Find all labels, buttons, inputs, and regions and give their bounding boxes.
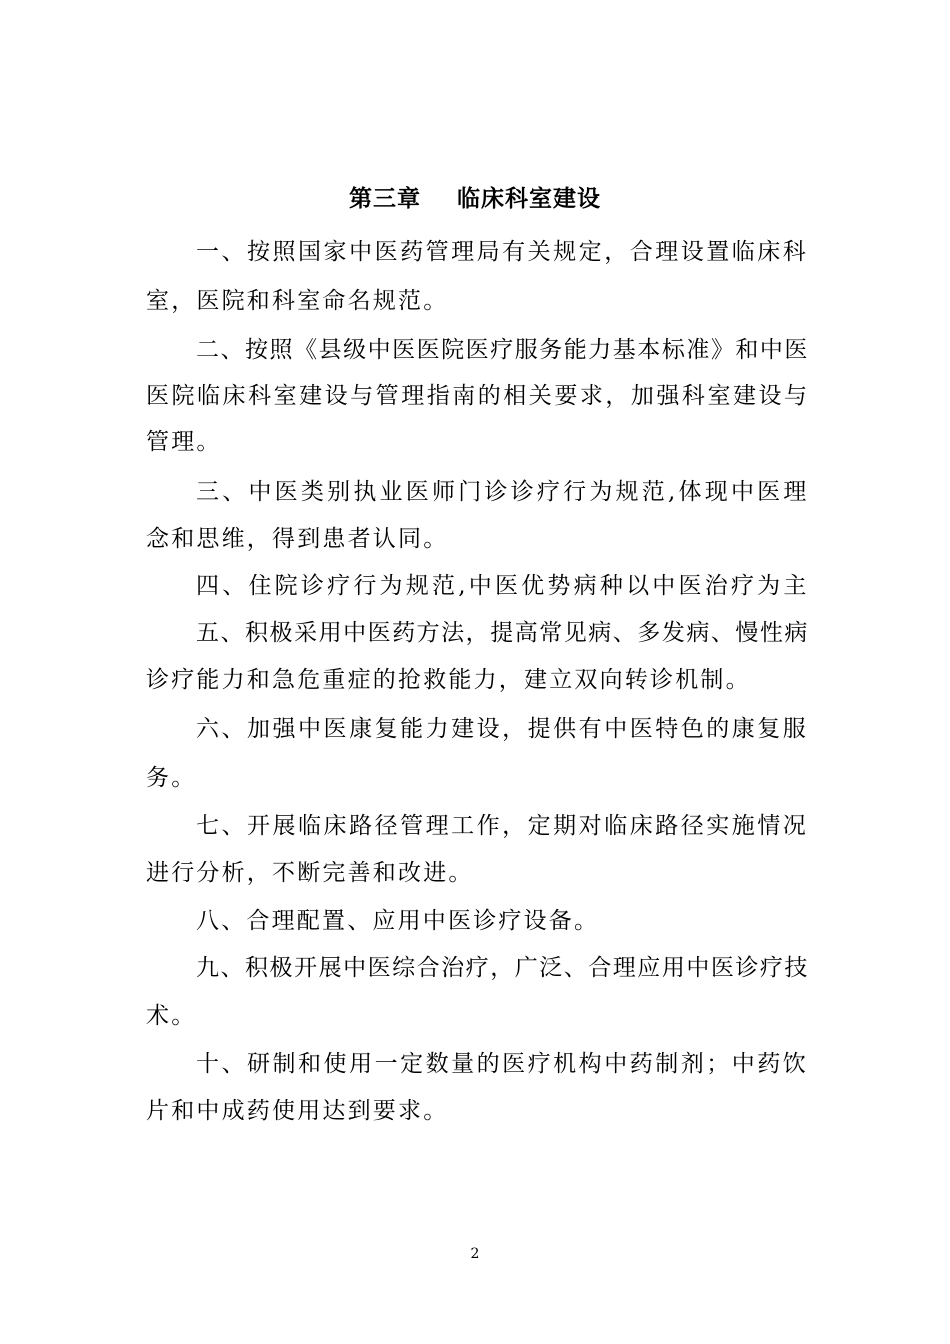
- paragraph-3-line-1: 三、中医类别执业医师门诊诊疗行为规范,体现中医理: [196, 479, 808, 505]
- paragraph-7-line-2: 进行分析，不断完善和改进。: [146, 860, 474, 886]
- paragraph-1-line-2: 室，医院和科室命名规范。: [146, 288, 449, 314]
- paragraph-2-line-3: 管理。: [146, 429, 222, 455]
- paragraph-3-line-2: 念和思维，得到患者认同。: [146, 526, 449, 552]
- paragraph-5-line-2: 诊疗能力和急危重症的抢救能力，建立双向转诊机制。: [146, 667, 751, 693]
- paragraph-9-line-2: 术。: [146, 1003, 197, 1029]
- paragraph-1-line-1: 一、按照国家中医药管理局有关规定，合理设置临床科: [196, 239, 808, 265]
- chapter-title: 第三章 临床科室建设: [348, 185, 602, 212]
- paragraph-5-line-1: 五、积极采用中医药方法，提高常见病、多发病、慢性病: [196, 620, 808, 646]
- paragraph-2-line-1: 二、按照《县级中医医院医疗服务能力基本标准》和中医: [196, 337, 808, 363]
- paragraph-6-line-1: 六、加强中医康复能力建设，提供有中医特色的康复服: [196, 716, 808, 742]
- paragraph-10-line-2: 片和中成药使用达到要求。: [146, 1098, 449, 1124]
- paragraph-10-line-1: 十、研制和使用一定数量的医疗机构中药制剂；中药饮: [196, 1051, 808, 1077]
- page-number: 2: [470, 1246, 480, 1262]
- paragraph-6-line-2: 务。: [146, 765, 197, 791]
- paragraph-2-line-2: 医院临床科室建设与管理指南的相关要求，加强科室建设与: [146, 383, 808, 409]
- paragraph-8-line-1: 八、合理配置、应用中医诊疗设备。: [196, 908, 600, 934]
- paragraph-9-line-1: 九、积极开展中医综合治疗，广泛、合理应用中医诊疗技: [196, 955, 808, 981]
- paragraph-7-line-1: 七、开展临床路径管理工作，定期对临床路径实施情况: [196, 813, 808, 839]
- paragraph-4-line-1: 四、住院诊疗行为规范,中医优势病种以中医治疗为主: [196, 573, 808, 599]
